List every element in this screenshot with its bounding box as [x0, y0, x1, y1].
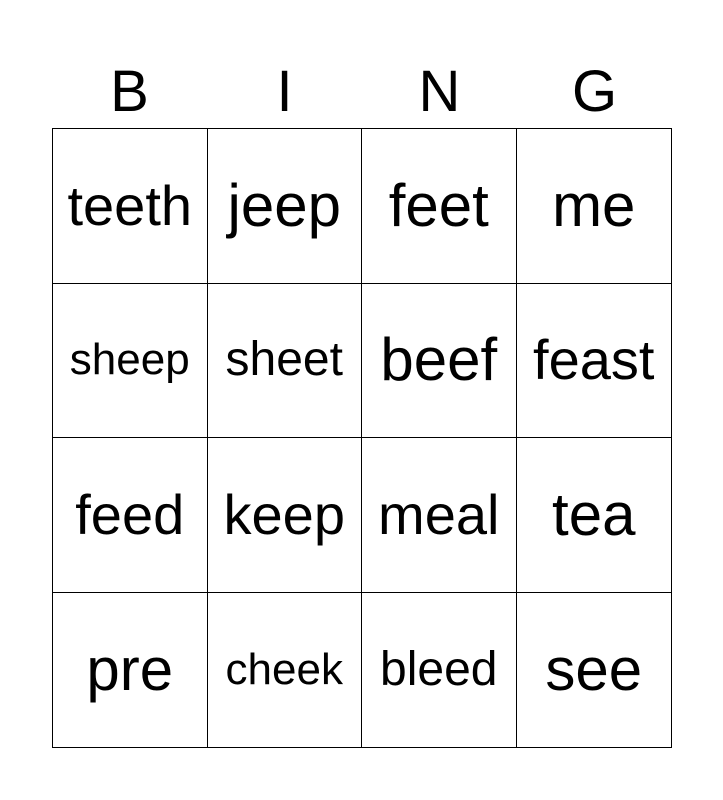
bingo-cell[interactable]: tea — [517, 438, 672, 593]
bingo-cell[interactable]: feet — [362, 129, 517, 284]
bingo-header — [52, 56, 672, 128]
bingo-cell[interactable]: beef — [362, 284, 517, 439]
header-letter-g: G — [571, 59, 618, 124]
bingo-cell[interactable]: me — [517, 129, 672, 284]
bingo-cell[interactable]: keep — [208, 438, 363, 593]
bingo-cell[interactable]: jeep — [208, 129, 363, 284]
bingo-board — [52, 128, 672, 748]
bingo-cell[interactable]: pre — [53, 593, 208, 748]
bingo-cell[interactable]: meal — [362, 438, 517, 593]
header-letter-i: I — [276, 59, 293, 124]
bingo-cell[interactable]: sheet — [208, 284, 363, 439]
bingo-cell[interactable]: teeth — [53, 129, 208, 284]
header-letter-n: N — [418, 59, 461, 124]
bingo-cell[interactable]: cheek — [208, 593, 363, 748]
bingo-cell[interactable]: see — [545, 635, 643, 703]
header-letter-b: B — [110, 59, 149, 124]
bingo-cell[interactable]: sheep — [53, 284, 208, 439]
bingo-cell[interactable]: feed — [53, 438, 208, 593]
bingo-cell[interactable]: feast — [517, 284, 672, 439]
bingo-cell[interactable]: bleed — [362, 593, 517, 748]
